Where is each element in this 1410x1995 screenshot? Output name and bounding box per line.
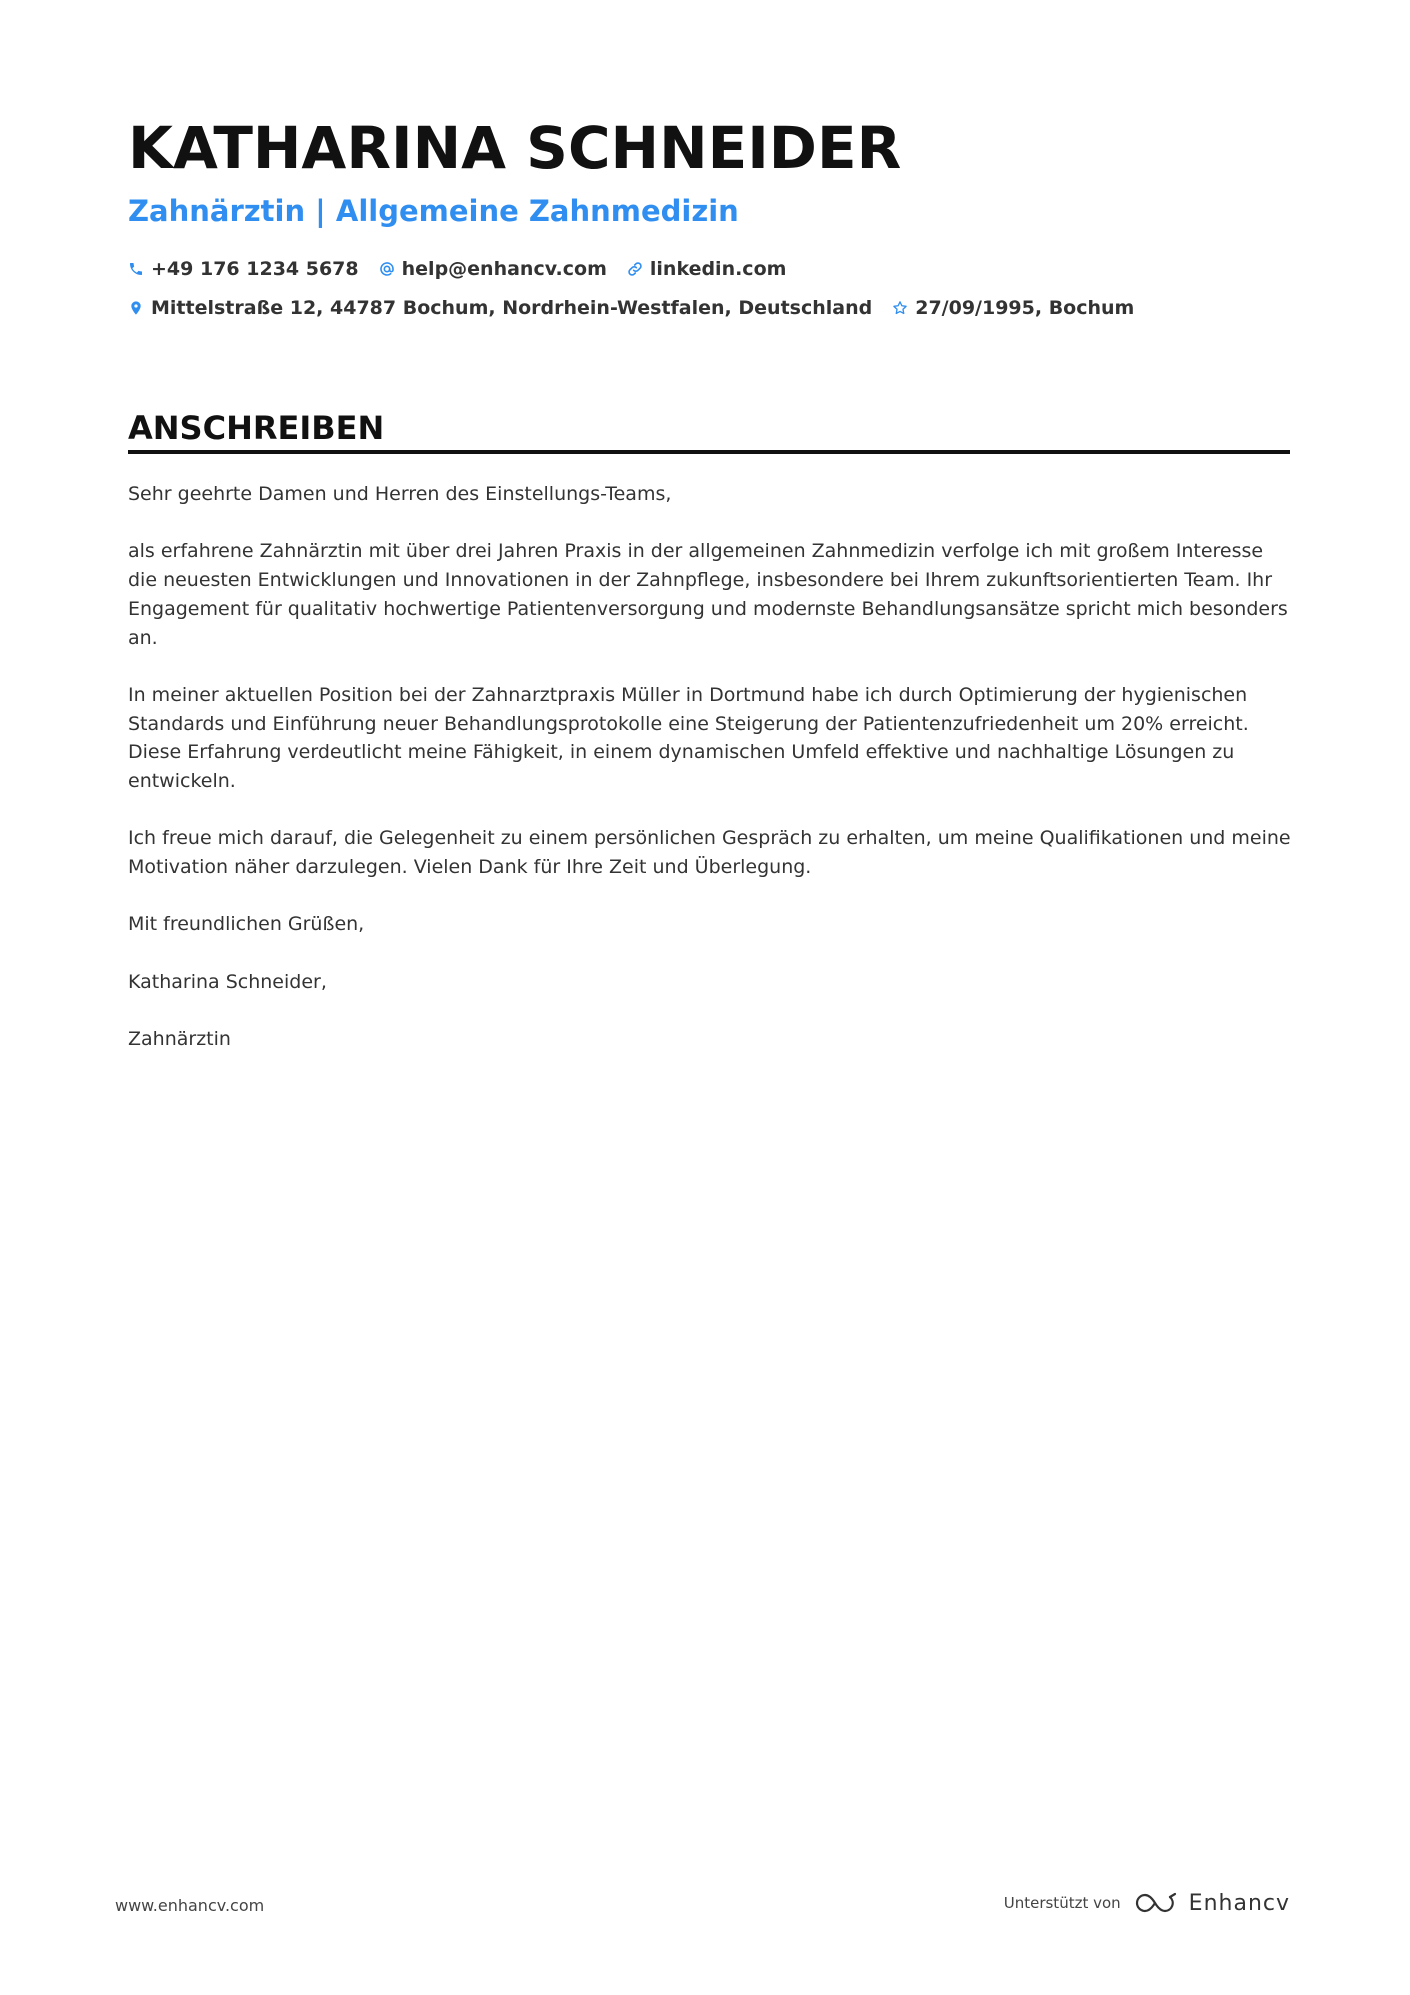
footer-website-link[interactable]: www.enhancv.com xyxy=(115,1896,265,1915)
linkedin-text: linkedin.com xyxy=(649,258,787,280)
letter-paragraph: als erfahrene Zahnärztin mit über drei Jahren Praxis in der allgemeinen Zahnmedizin verfolge ich mit großem Interesse die neuesten Entwicklungen und Innovationen in der Zahnpflege, insbesondere bei Ihrem zukunftsorientierten Team. Ihr Engagement für qualitativ hochwertige Patientenversorgung und modernste Behandlungsansätze spricht mich besonders an. xyxy=(128,540,1288,649)
birth-text: 27/09/1995, Bochum xyxy=(915,297,1135,319)
brand-name: Enhancv xyxy=(1188,1890,1290,1916)
signature-title: Zahnärztin xyxy=(128,1028,231,1051)
letter-paragraph: Ich freue mich darauf, die Gelegenheit zu einem persönlichen Gespräch zu erhalten, um meine Qualifikationen und meine Motivation näher darzulegen. Vielen Dank für Ihre Zeit und Überlegung. xyxy=(128,827,1291,879)
applicant-name: KATHARINA SCHNEIDER xyxy=(128,114,902,182)
contact-email[interactable] xyxy=(379,258,607,280)
powered-by-text: Unterstützt von xyxy=(1003,1894,1121,1912)
signature-name: Katharina Schneider, xyxy=(128,970,327,993)
letter-paragraph: In meiner aktuellen Position bei der Zahnarztpraxis Müller in Dortmund habe ich durch Optimierung der hygienischen Standards und Einführung neuer Behandlungsprotokolle eine Steigerung der Patientenzufriedenheit um 20% erreicht. Diese Erfahrung verdeutlicht meine Fähigkeit, in einem dynamischen Umfeld effektive und nachhaltige Lösungen zu entwickeln. xyxy=(128,683,1249,792)
email-text: help@enhancv.com xyxy=(401,258,607,280)
contact-linkedin[interactable] xyxy=(627,258,787,280)
contact-row-primary xyxy=(128,254,806,284)
address-text: Mittelstraße 12, 44787 Bochum, Nordrhein-Westfalen, Deutschland xyxy=(151,297,873,319)
link-icon xyxy=(627,261,643,277)
applicant-title: Zahnärztin | Allgemeine Zahnmedizin xyxy=(128,194,739,228)
contact-birth xyxy=(892,297,1134,319)
at-icon xyxy=(379,261,395,277)
phone-text: +49 176 1234 5678 xyxy=(151,258,359,280)
letter-closing: Mit freundlichen Grüßen, xyxy=(128,913,365,936)
letter-salutation: Sehr geehrte Damen und Herren des Einstellungs-Teams, xyxy=(128,483,672,505)
section-title: ANSCHREIBEN xyxy=(128,409,385,447)
location-pin-icon xyxy=(128,300,144,316)
star-icon xyxy=(892,300,908,316)
letter-body xyxy=(128,480,1298,1083)
enhancv-logo-icon xyxy=(1133,1890,1179,1916)
section-divider xyxy=(128,450,1290,454)
footer-branding[interactable] xyxy=(1004,1886,1290,1920)
contact-address xyxy=(128,297,872,319)
contact-phone xyxy=(128,258,359,280)
phone-icon xyxy=(128,261,144,277)
contact-row-secondary xyxy=(128,293,1154,323)
